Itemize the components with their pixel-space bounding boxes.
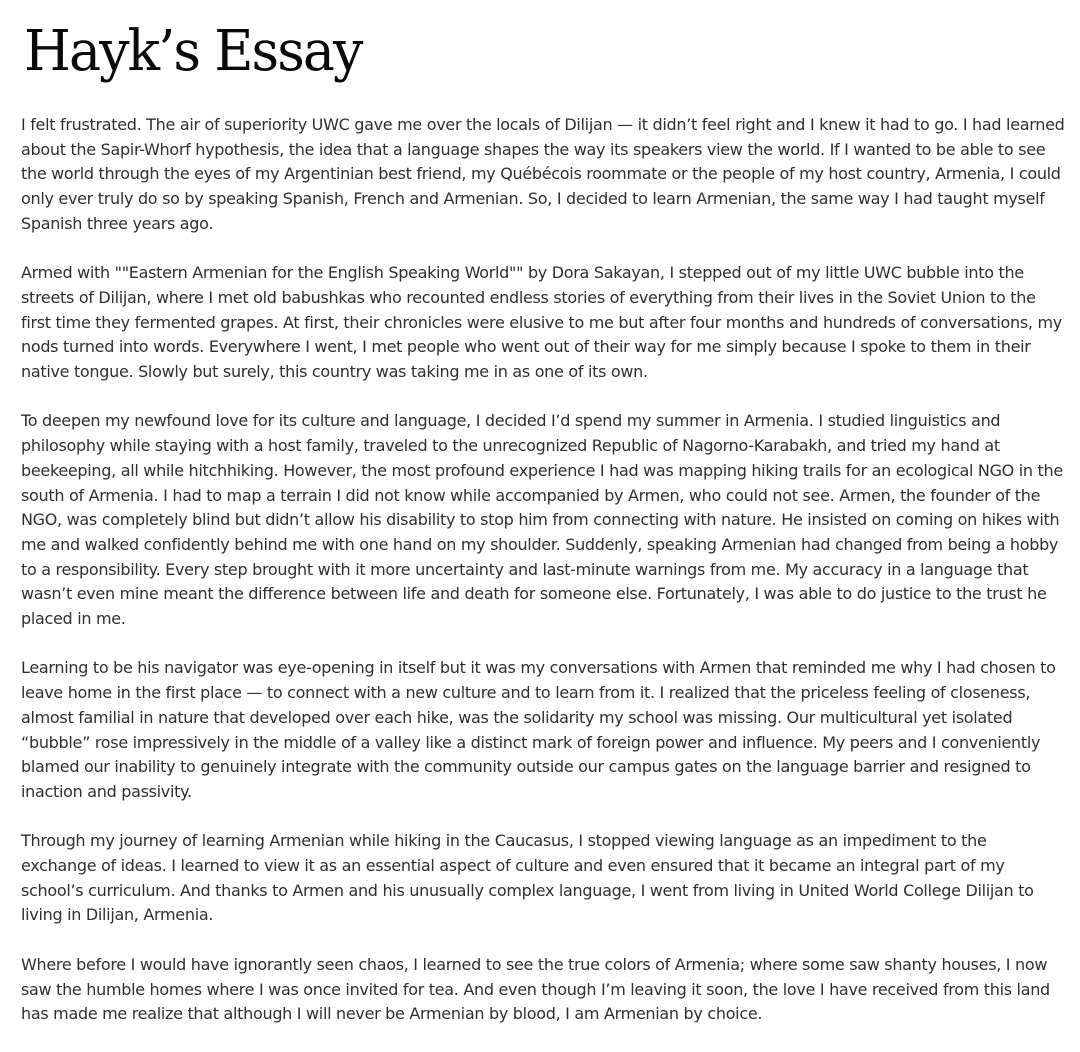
essay-paragraph-3: To deepen my newfound love for its culture and language, I decided I’d spend my summer in Armenia. I studied linguistics and philosophy while staying with a host family, traveled to the unrecognized Republic of Nagorno-Karabakh, and tried my hand at beekeeping, all while hitchhiking. However, the most profound experience I had was mapping hiking trails for an ecological NGO in the south of Armenia. I had to map a terrain I did not know while accompanied by Armen, who could not see. Armen, the founder of the NGO, was completely blind but didn’t allow his disability to stop him from connecting with nature. He insisted on coming on hikes with me and walked confidently behind me with one hand on my shoulder. Suddenly, speaking Armenian had changed from being a hobby to a responsibility. Every step brought with it more uncertainty and last-minute warnings from me. My accuracy in a language that wasn’t even mine meant the difference between life and death for someone else. Fortunately, I was able to do justice to the trust he placed in me. xyxy=(21,411,1063,629)
essay-paragraph-2: Armed with ""Eastern Armenian for the English Speaking World"" by Dora Sakayan, I stepped out of my little UWC bubble into the streets of Dilijan, where I met old babushkas who recounted endless stories of everything from their lives in the Soviet Union to the first time they fermented grapes. At first, their chronicles were elusive to me but after four months and hundreds of conversations, my nods turned into words. Everywhere I went, I met people who went out of their way for me simply because I spoke to them in their native tongue. Slowly but surely, this country was taking me in as one of its own. xyxy=(21,263,1062,382)
essay-paragraph-1: I felt frustrated. The air of superiority UWC gave me over the locals of Dilijan — it didn’t feel right and I knew it had to go. I had learned about the Sapir-Whorf hypothesis, the idea that a language shapes the way its speakers view the world. If I wanted to be able to see the world through the eyes of my Argentinian best friend, my Québécois roommate or the people of my host country, Armenia, I could only ever truly do so by speaking Spanish, French and Armenian. So, I decided to learn Armenian, the same way I had taught myself Spanish three years ago. xyxy=(21,115,1065,233)
essay-title: Hayk’s Essay xyxy=(24,19,362,84)
essay-paragraph-4: Learning to be his navigator was eye-opening in itself but it was my conversations with Armen that reminded me why I had chosen to leave home in the first place — to connect with a new culture and to learn from it. I realized that the priceless feeling of closeness, almost familial in nature that developed over each hike, was the solidarity my school was missing. Our multicultural yet isolated “bubble” rose impressively in the middle of a valley like a distinct mark of foreign power and influence. My peers and I conveniently blamed our inability to genuinely integrate with the community outside our campus gates on the language barrier and resigned to inaction and passivity. xyxy=(21,658,1056,801)
essay-paragraph-5: Through my journey of learning Armenian while hiking in the Caucasus, I stopped viewing language as an impediment to the exchange of ideas. I learned to view it as an essential aspect of culture and even ensured that it became an integral part of my school’s curriculum. And thanks to Armen and his unusually complex language, I went from living in United World College Dilijan to living in Dilijan, Armenia. xyxy=(21,831,1034,925)
essay-article xyxy=(21,0,1065,1052)
essay-paragraph-6: Where before I would have ignorantly seen chaos, I learned to see the true colors of Armenia; where some saw shanty houses, I now saw the humble homes where I was once invited for tea. And even though I’m leaving it soon, the love I have received from this land has made me realize that although I will never be Armenian by blood, I am Armenian by choice. xyxy=(21,954,1050,1024)
